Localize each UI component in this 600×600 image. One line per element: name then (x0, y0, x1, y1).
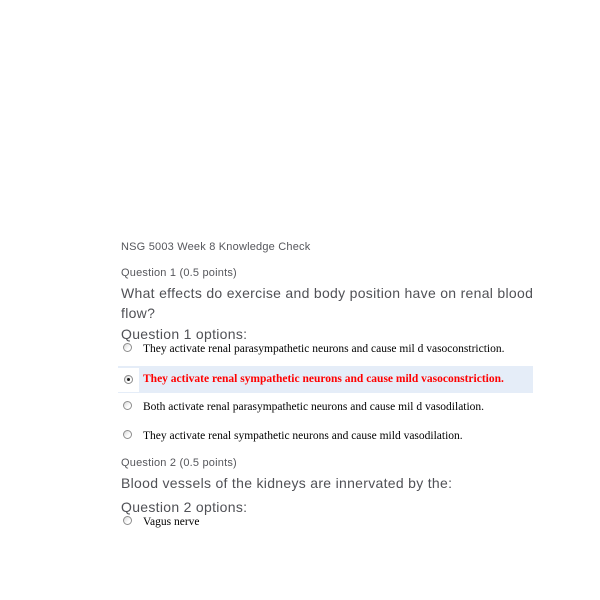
question-1-options-label: Question 1 options: (121, 326, 248, 342)
question-1-option-3[interactable] (121, 400, 546, 422)
question-2-option-1[interactable] (121, 515, 546, 537)
question-1-option-4[interactable] (121, 429, 546, 451)
option-label: Vagus nerve (143, 516, 200, 528)
option-label: They activate renal sympathetic neurons and cause mild vasodilation. (143, 430, 463, 442)
question-2-label: Question 2 (0.5 points) (121, 457, 237, 469)
question-1-option-1[interactable] (121, 342, 546, 364)
radio-button-unselected-icon[interactable] (123, 401, 132, 410)
question-2-section (121, 457, 546, 537)
option-label-selected: They activate renal sympathetic neurons and cause mild vasoconstriction. (143, 373, 504, 385)
radio-button-unselected-icon[interactable] (123, 430, 132, 439)
option-label: Both activate renal parasympathetic neurons and cause mil d vasodilation. (143, 401, 485, 413)
radio-button-unselected-icon[interactable] (123, 516, 132, 525)
quiz-content (121, 240, 546, 537)
radio-button-selected-icon[interactable] (124, 375, 133, 384)
page-title: NSG 5003 Week 8 Knowledge Check (121, 241, 311, 253)
question-1-text: What effects do exercise and body position have on renal blood flow? (121, 285, 534, 321)
radio-box (118, 368, 139, 392)
question-1-section (121, 267, 546, 451)
question-1-label: Question 1 (0.5 points) (121, 267, 237, 279)
radio-button-unselected-icon[interactable] (123, 343, 132, 352)
question-2-text: Blood vessels of the kidneys are innervated by the: (121, 475, 453, 491)
question-1-option-2-selected[interactable] (118, 366, 533, 393)
option-label: They activate renal parasympathetic neurons and cause mil d vasoconstriction. (143, 343, 505, 355)
question-2-options-label: Question 2 options: (121, 499, 248, 515)
radio-dot-icon (127, 378, 130, 381)
